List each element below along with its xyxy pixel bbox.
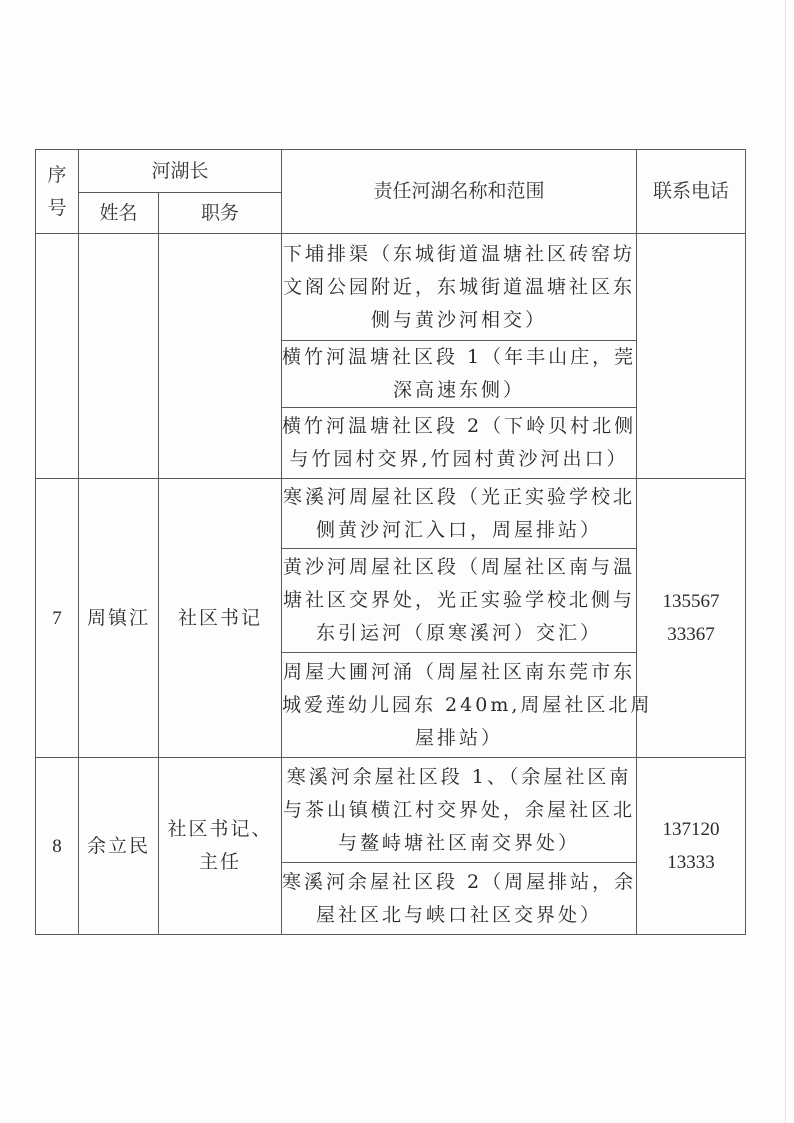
phone-line: 135567 [662,591,720,612]
table-row [36,234,746,341]
river-line: 周屋大圃河涌（周屋社区南东莞市东 [283,660,636,683]
header-role: 职务 [159,193,282,234]
page-edge [785,0,786,1123]
river-line: 屋排站） [415,726,504,749]
river-line: 东引运河（原寒溪河）交汇） [316,622,603,644]
phone-line: 33367 [667,624,715,645]
river-line: 横竹河温塘社区段 2（下岭贝村北侧 [282,415,637,437]
role-line: 社区书记 [178,606,263,629]
header-name: 姓名 [79,193,159,234]
river-cell [282,758,637,863]
seq-cell [36,234,79,479]
river-chief-table [35,149,746,935]
river-line: 横竹河温塘社区段 1（年丰山庄，莞 [282,346,637,368]
river-line: 寒溪河余屋社区段 2（周屋排站，余 [282,870,637,893]
role-cell [159,234,282,479]
header-river: 责任河湖名称和范围 [282,150,637,234]
river-cell [282,341,637,408]
phone-cell [637,758,746,935]
river-cell [282,863,637,935]
river-line: 黄沙河周屋社区段（周屋社区南与温 [283,556,636,578]
header-seq-line-1: 序 [47,163,67,186]
seq-cell: 8 [36,758,79,935]
role-line: 主任 [199,851,242,873]
name-cell [79,234,159,479]
header-seq-line-2: 号 [47,196,67,219]
river-cell [282,234,637,341]
header-chief-group: 河湖长 [79,150,282,193]
role-cell [159,758,282,935]
phone-cell [637,234,746,479]
river-cell [282,653,653,758]
river-line: 下埔排渠（东城街道温塘社区砖窑坊 [283,242,636,265]
phone-cell [637,479,746,758]
river-line: 屋社区北与峡口社区交界处） [316,903,603,926]
river-line: 塘社区交界处，光正实验学校北侧与 [283,589,636,611]
river-line: 侧与黄沙河相交） [371,308,548,331]
river-line: 深高速东侧） [393,379,526,401]
name-cell: 余立民 [79,758,159,935]
name-cell: 周镇江 [79,479,159,758]
river-line: 寒溪河周屋社区段（光正实验学校北 [283,485,636,508]
table-row [36,758,746,863]
phone-line: 137120 [662,819,720,840]
table-row [36,479,746,549]
river-line: 寒溪河余屋社区段 1、（余屋社区南 [286,765,632,788]
role-line: 社区书记、 [167,818,273,840]
river-line: 与竹园村交界,竹园村黄沙河出口） [289,448,629,470]
header-phone: 联系电话 [637,150,746,234]
river-line: 文阁公园附近，东城街道温塘社区东 [283,275,636,298]
river-line: 与茶山镇横江村交界处，余屋社区北 [283,798,636,821]
phone-line: 13333 [667,852,715,873]
river-line: 与鳌峙塘社区南交界处） [338,831,581,854]
river-cell [282,549,637,653]
seq-cell: 7 [36,479,79,758]
river-line: 城爱莲幼儿园东 240m,周屋社区北周 [282,693,653,716]
role-cell [159,479,282,758]
river-cell [282,408,637,479]
river-line: 侧黄沙河汇入口，周屋排站） [316,518,603,541]
header-seq [36,150,79,234]
river-cell [282,479,637,549]
